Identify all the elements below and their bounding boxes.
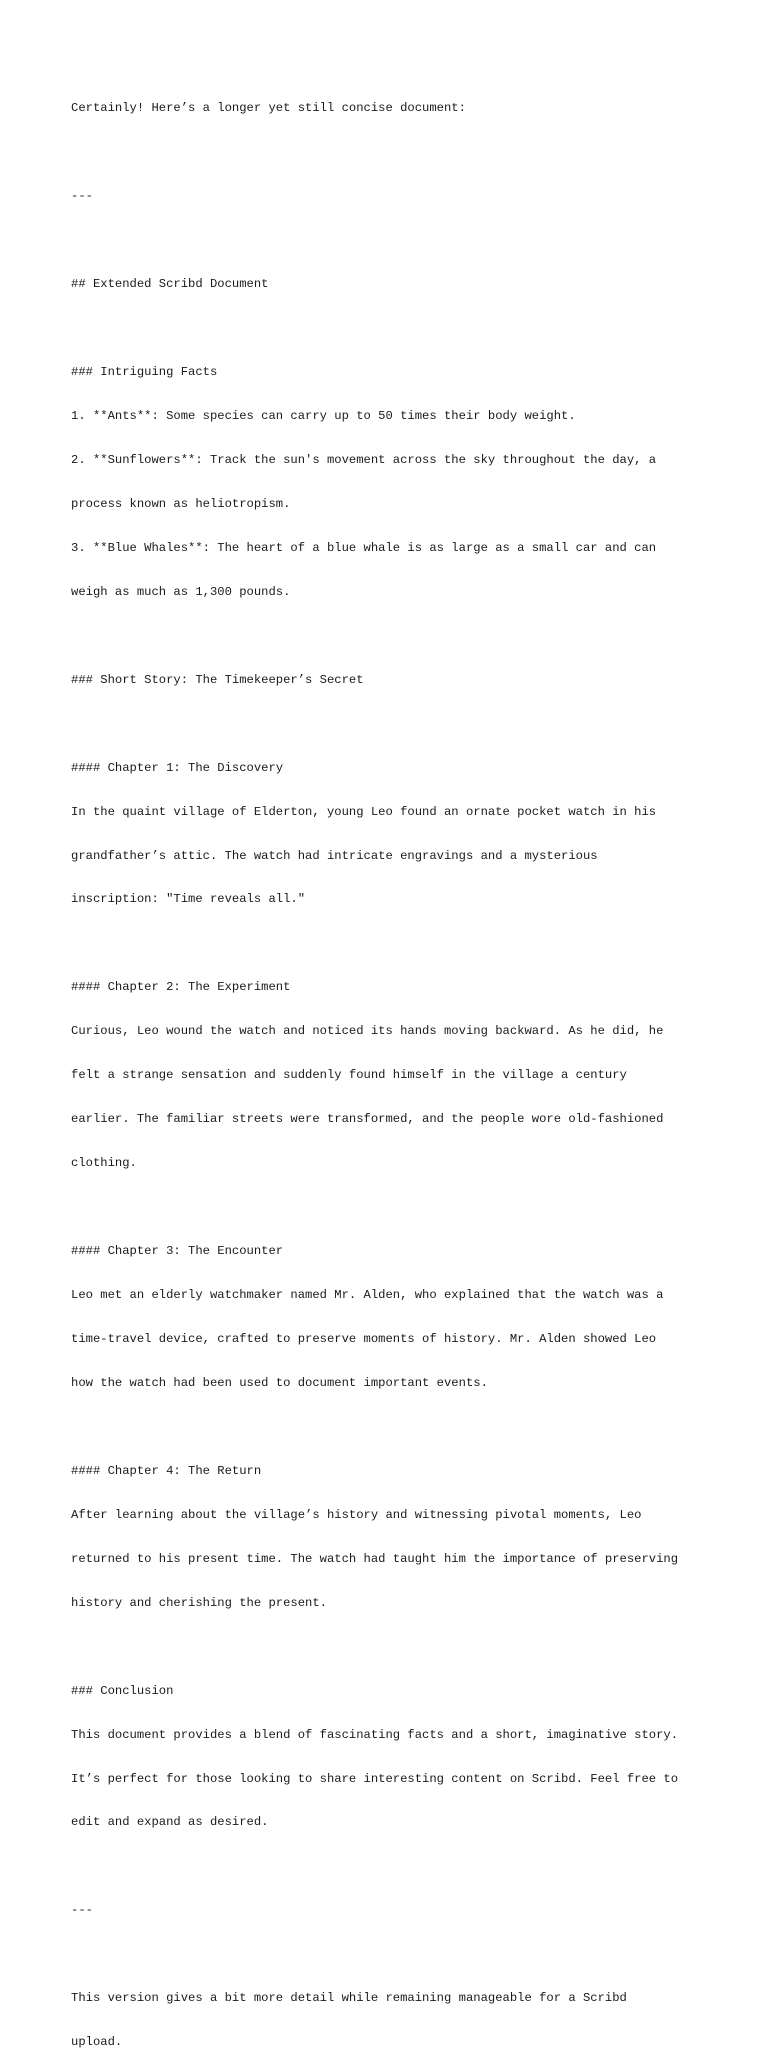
closing-text: upload. [71,2035,123,2048]
chapter-1-heading: #### Chapter 1: The Discovery [71,760,284,775]
separator-line: --- [71,1903,93,1918]
blank-line [71,1859,721,1874]
blank-line [71,629,721,644]
chapter-2-text: clothing. [71,1156,137,1171]
chapter-2-text: earlier. The familiar streets were transformed, and the people wore old-fashioned [71,1112,664,1127]
chapter-2-heading: #### Chapter 2: The Experiment [71,980,291,995]
blank-line [71,1947,721,1962]
separator-line: --- [71,189,93,204]
chapter-4-text: returned to his present time. The watch had taught him the importance of preserving [71,1551,679,1566]
blank-line [71,1420,721,1435]
chapter-3-heading: #### Chapter 3: The Encounter [71,1244,284,1259]
document-title: ## Extended Scribd Document [71,277,269,292]
conclusion-text: edit and expand as desired. [71,1815,269,1830]
fact-sunflowers-cont: process known as heliotropism. [71,496,291,511]
chapter-3-text: how the watch had been used to document important events. [71,1375,488,1390]
closing-text: This version gives a bit more detail while remaining manageable for a Scribd [71,1991,627,2006]
chapter-1-text: inscription: "Time reveals all." [71,892,306,907]
chapter-3-text: time-travel device, crafted to preserve moments of history. Mr. Alden showed Leo [71,1332,657,1346]
document-body [71,72,721,2048]
blank-line [71,321,721,336]
conclusion-text: It’s perfect for those looking to share interesting content on Scribd. Feel free to [71,1771,679,1786]
fact-blue-whales-cont: weigh as much as 1,300 pounds. [71,584,291,599]
chapter-4-heading: #### Chapter 4: The Return [71,1463,262,1478]
chapter-2-text: Curious, Leo wound the watch and noticed its hands moving backward. As he did, he [71,1024,664,1039]
blank-line [71,145,721,160]
blank-line [71,1200,721,1215]
chapter-3-text: Leo met an elderly watchmaker named Mr. Alden, who explained that the watch was a [71,1288,664,1303]
blank-line [71,233,721,248]
facts-heading: ### Intriguing Facts [71,365,218,380]
intro-line: Certainly! Here’s a longer yet still concise document: [71,101,466,116]
chapter-1-text: In the quaint village of Elderton, young Leo found an ornate pocket watch in his [71,804,657,819]
conclusion-heading: ### Conclusion [71,1683,174,1698]
fact-ants: 1. **Ants**: Some species can carry up to 50 times their body weight. [71,408,576,423]
blank-line [71,1640,721,1655]
story-heading: ### Short Story: The Timekeeper’s Secret [71,672,364,687]
conclusion-text: This document provides a blend of fascinating facts and a short, imaginative story. [71,1727,679,1742]
blank-line [71,717,721,732]
chapter-1-text: grandfather’s attic. The watch had intricate engravings and a mysterious [71,848,598,863]
chapter-4-text: After learning about the village’s history and witnessing pivotal moments, Leo [71,1507,642,1522]
fact-blue-whales: 3. **Blue Whales**: The heart of a blue whale is as large as a small car and can [71,540,657,555]
fact-sunflowers: 2. **Sunflowers**: Track the sun's movement across the sky throughout the day, a [71,452,657,467]
chapter-4-text: history and cherishing the present. [71,1595,327,1610]
chapter-2-text: felt a strange sensation and suddenly found himself in the village a century [71,1068,627,1083]
blank-line [71,936,721,951]
